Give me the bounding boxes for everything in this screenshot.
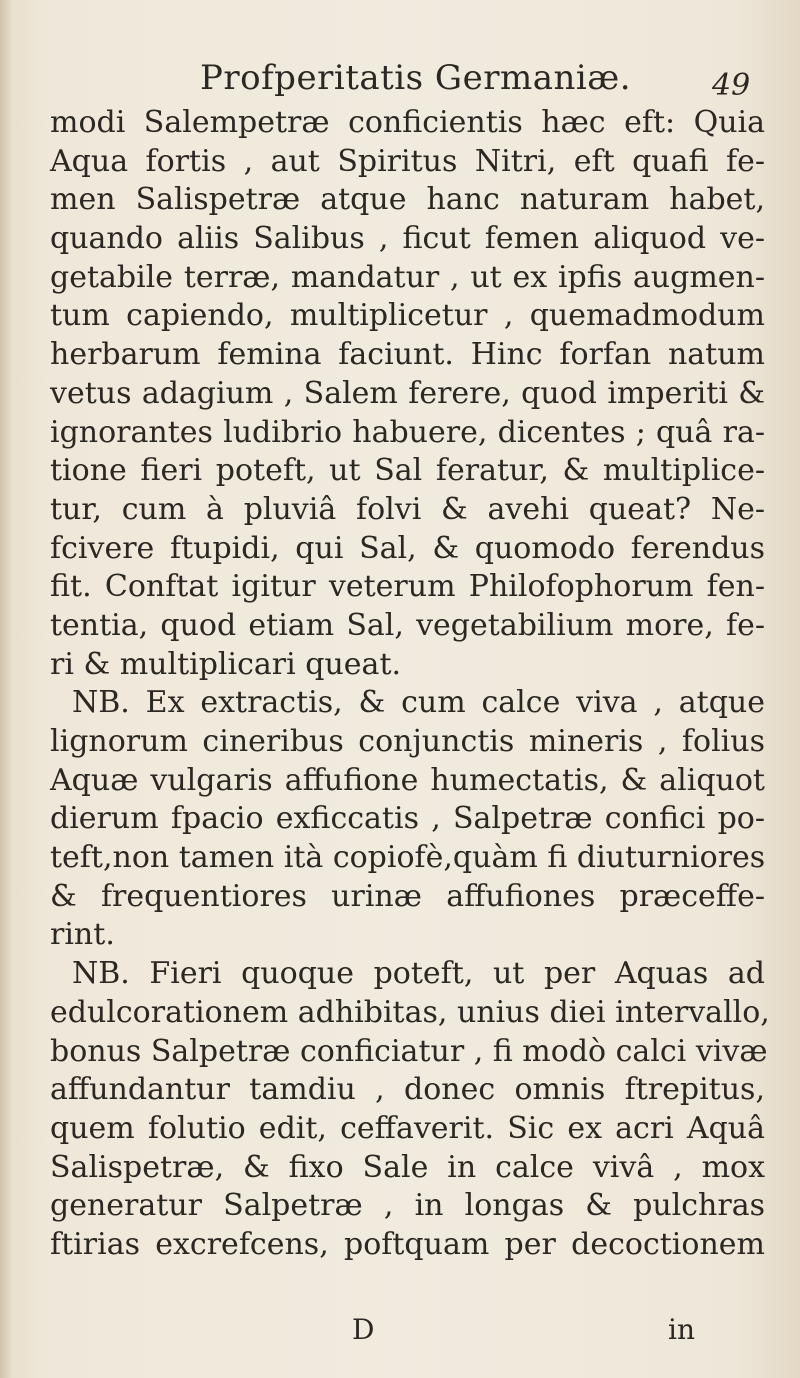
text-line: ignorantes ludibrio habuere, dicentes ; quâ ra- — [50, 414, 765, 450]
text-line: Aqua fortis , aut Spiritus Nitri, eft quafi fe- — [50, 143, 765, 179]
text-line: Aquæ vulgaris affufione humectatis, & aliquot — [50, 762, 765, 798]
catchword: in — [668, 1313, 695, 1346]
body-text — [50, 104, 770, 1265]
page-number: 49 — [712, 68, 751, 103]
text-line: quem folutio edit, ceffaverit. Sic ex acri Aquâ — [50, 1110, 765, 1146]
paragraph-end-line: ri & multiplicari queat. — [50, 646, 402, 682]
text-line: tentia, quod etiam Sal, vegetabilium more, fe- — [50, 607, 765, 643]
paragraph-start-line: NB. Fieri quoque poteft, ut per Aquas ad — [72, 956, 765, 992]
text-line: fit. Conftat igitur veterum Philofophorum fen- — [50, 569, 765, 605]
text-line: tum capiendo, multiplicetur , quemadmodum — [50, 298, 765, 334]
text-line: tur, cum à pluviâ folvi & avehi queat? Ne- — [50, 491, 765, 527]
running-head — [0, 58, 800, 108]
text-line: men Salispetræ atque hanc naturam habet, — [50, 182, 765, 218]
page-gutter-shadow — [0, 0, 12, 1378]
text-line: dierum fpacio exficcatis , Salpetræ confici po- — [50, 801, 765, 837]
text-line: affundantur tamdiu , donec omnis ftrepitus, — [50, 1072, 765, 1108]
text-line: herbarum femina faciunt. Hinc forfan natum — [50, 337, 765, 373]
running-title: Profperitatis Germaniæ. — [200, 58, 632, 98]
paragraph-end-line: rint. — [50, 917, 115, 953]
text-line: edulcorationem adhibitas, unius diei intervallo, — [50, 994, 770, 1030]
text-line: teft,non tamen ità copiofè,quàm fi diuturniores — [50, 840, 766, 876]
page-footer — [0, 1313, 800, 1353]
text-line: modi Salempetræ conficientis hæc eft: Quia — [50, 105, 765, 140]
text-line: fcivere ftupidi, qui Sal, & quomodo ferendus — [50, 530, 765, 566]
text-line: generatur Salpetræ , in longas & pulchras — [50, 1188, 765, 1224]
text-line: lignorum cineribus conjunctis mineris , folius — [50, 724, 765, 759]
text-line: quando aliis Salibus , ficut femen aliquod ve- — [50, 221, 765, 257]
text-line: tione fieri poteft, ut Sal feratur, & multiplice- — [50, 453, 765, 489]
signature-mark: D — [352, 1313, 375, 1346]
text-line: getabile terræ, mandatur , ut ex ipfis augmen- — [50, 259, 765, 295]
text-line: & frequentiores urinæ affufiones præceffe- — [50, 878, 765, 914]
paragraph-start-line: NB. Ex extractis, & cum calce viva , atque — [72, 685, 765, 721]
text-line: Salispetræ, & fixo Sale in calce vivâ , mox — [50, 1149, 765, 1185]
text-line: vetus adagium , Salem ferere, quod imperiti & — [50, 375, 765, 411]
text-line: ftirias excrefcens, poftquam per decoctionem — [50, 1226, 765, 1262]
text-line: bonus Salpetræ conficiatur , fi modò calci vivæ — [50, 1033, 768, 1069]
